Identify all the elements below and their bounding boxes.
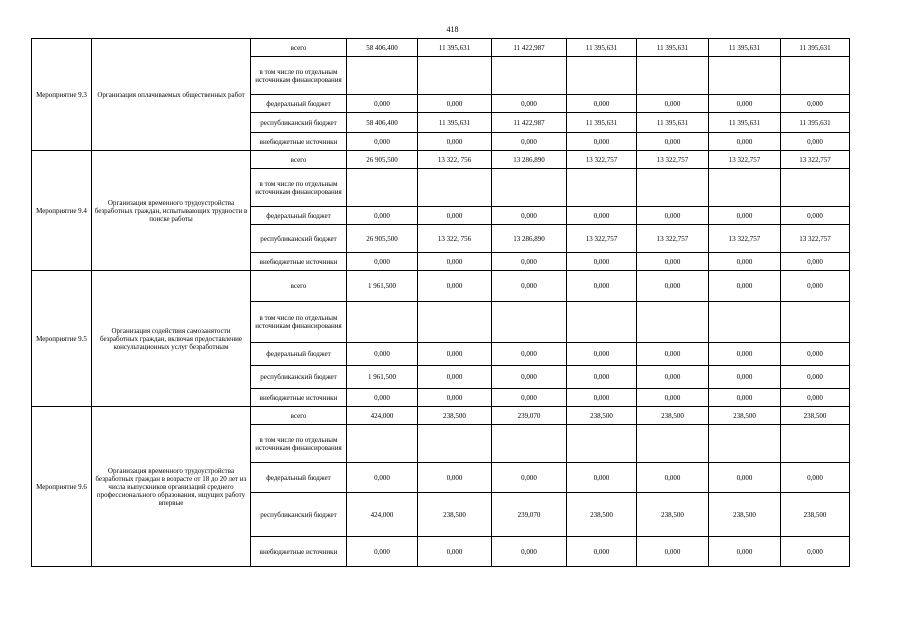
amount-cell: 0,000 xyxy=(567,463,637,493)
funding-source: республиканский бюджет xyxy=(251,366,347,389)
measure-name: Мероприятие 9.4 xyxy=(32,151,92,271)
amount-cell: 238,500 xyxy=(637,493,709,537)
amount-cell: 0,000 xyxy=(709,207,781,225)
amount-cell: 11 395,631 xyxy=(637,113,709,133)
amount-cell: 0,000 xyxy=(637,207,709,225)
funding-source: федеральный бюджет xyxy=(251,463,347,493)
amount-cell: 1 961,500 xyxy=(347,366,418,389)
amount-cell: 11 395,631 xyxy=(567,39,637,57)
measure-name: Мероприятие 9.5 xyxy=(32,271,92,407)
amount-cell xyxy=(781,57,850,95)
amount-cell: 0,000 xyxy=(637,133,709,151)
amount-cell: 0,000 xyxy=(567,537,637,567)
page-number: 418 xyxy=(446,25,459,34)
funding-source: внебюджетные источники xyxy=(251,537,347,567)
amount-cell xyxy=(637,169,709,207)
amount-cell: 0,000 xyxy=(567,366,637,389)
measure-description: Организация временного трудоустройства безработных граждан в возрасте от 18 до 20 лет из числа выпускников организаций среднего профессионального образования, ищущих работу впервые xyxy=(92,407,251,567)
amount-cell: 58 406,400 xyxy=(347,39,418,57)
measure-description: Организация содействия самозанятости безработных граждан, включая предоставление консультационных услуг безработным xyxy=(92,271,251,407)
amount-cell: 0,000 xyxy=(567,343,637,366)
amount-cell: 239,070 xyxy=(492,493,567,537)
funding-source: республиканский бюджет xyxy=(251,113,347,133)
amount-cell: 238,500 xyxy=(567,407,637,425)
amount-cell: 0,000 xyxy=(347,537,418,567)
amount-cell: 424,000 xyxy=(347,407,418,425)
amount-cell: 0,000 xyxy=(492,463,567,493)
amount-cell xyxy=(709,302,781,343)
amount-cell xyxy=(347,57,418,95)
amount-cell: 13 286,890 xyxy=(492,151,567,169)
amount-cell: 0,000 xyxy=(781,343,850,366)
amount-cell: 239,070 xyxy=(492,407,567,425)
amount-cell: 13 322, 756 xyxy=(418,151,492,169)
amount-cell: 0,000 xyxy=(492,366,567,389)
table-body xyxy=(32,39,850,567)
funding-source: федеральный бюджет xyxy=(251,343,347,366)
measure-name: Мероприятие 9.3 xyxy=(32,39,92,151)
amount-cell: 238,500 xyxy=(418,493,492,537)
amount-cell: 13 322,757 xyxy=(781,151,850,169)
amount-cell xyxy=(709,57,781,95)
amount-cell: 0,000 xyxy=(567,253,637,271)
amount-cell: 13 322, 756 xyxy=(418,225,492,253)
amount-cell: 0,000 xyxy=(709,133,781,151)
amount-cell: 0,000 xyxy=(492,389,567,407)
amount-cell xyxy=(637,425,709,463)
amount-cell: 0,000 xyxy=(492,271,567,302)
amount-cell: 11 395,631 xyxy=(418,113,492,133)
amount-cell: 11 422,987 xyxy=(492,39,567,57)
amount-cell: 26 905,500 xyxy=(347,151,418,169)
amount-cell: 0,000 xyxy=(781,271,850,302)
amount-cell: 0,000 xyxy=(492,253,567,271)
amount-cell: 0,000 xyxy=(347,253,418,271)
amount-cell: 0,000 xyxy=(781,463,850,493)
amount-cell: 0,000 xyxy=(781,537,850,567)
amount-cell: 0,000 xyxy=(709,343,781,366)
amount-cell xyxy=(781,169,850,207)
amount-cell: 0,000 xyxy=(709,537,781,567)
funding-source: внебюджетные источники xyxy=(251,133,347,151)
amount-cell: 0,000 xyxy=(781,95,850,113)
amount-cell: 0,000 xyxy=(637,366,709,389)
amount-cell: 13 322,757 xyxy=(637,225,709,253)
amount-cell: 0,000 xyxy=(567,389,637,407)
amount-cell xyxy=(418,169,492,207)
amount-cell xyxy=(567,169,637,207)
measure-description: Организация оплачиваемых общественных работ xyxy=(92,39,251,151)
amount-cell: 13 322,757 xyxy=(567,225,637,253)
amount-cell: 11 395,631 xyxy=(709,39,781,57)
amount-cell: 11 395,631 xyxy=(781,39,850,57)
amount-cell: 0,000 xyxy=(781,207,850,225)
amount-cell: 424,000 xyxy=(347,493,418,537)
amount-cell: 0,000 xyxy=(418,271,492,302)
amount-cell: 0,000 xyxy=(637,253,709,271)
amount-cell: 58 406,400 xyxy=(347,113,418,133)
amount-cell xyxy=(567,302,637,343)
table-row xyxy=(32,271,850,302)
amount-cell: 0,000 xyxy=(567,133,637,151)
funding-source: федеральный бюджет xyxy=(251,207,347,225)
amount-cell: 0,000 xyxy=(567,95,637,113)
amount-cell: 13 322,757 xyxy=(709,225,781,253)
amount-cell: 0,000 xyxy=(347,463,418,493)
amount-cell: 0,000 xyxy=(567,271,637,302)
amount-cell xyxy=(709,425,781,463)
amount-cell: 0,000 xyxy=(637,463,709,493)
amount-cell xyxy=(347,169,418,207)
amount-cell xyxy=(492,302,567,343)
amount-cell: 0,000 xyxy=(492,133,567,151)
amount-cell: 13 322,757 xyxy=(781,225,850,253)
amount-cell: 0,000 xyxy=(347,343,418,366)
amount-cell: 11 395,631 xyxy=(418,39,492,57)
amount-cell: 0,000 xyxy=(709,463,781,493)
amount-cell: 0,000 xyxy=(709,95,781,113)
amount-cell: 13 322,757 xyxy=(709,151,781,169)
funding-table xyxy=(31,38,850,567)
measure-name: Мероприятие 9.6 xyxy=(32,407,92,567)
amount-cell: 0,000 xyxy=(567,207,637,225)
amount-cell: 11 395,631 xyxy=(637,39,709,57)
amount-cell: 0,000 xyxy=(781,389,850,407)
amount-cell: 238,500 xyxy=(637,407,709,425)
table-row xyxy=(32,151,850,169)
table-row xyxy=(32,407,850,425)
amount-cell xyxy=(492,169,567,207)
amount-cell: 238,500 xyxy=(418,407,492,425)
amount-cell: 0,000 xyxy=(709,389,781,407)
funding-source: в том числе по отдельным источникам финансирования xyxy=(251,169,347,207)
amount-cell xyxy=(492,57,567,95)
amount-cell: 0,000 xyxy=(781,366,850,389)
table-row xyxy=(32,39,850,57)
amount-cell: 238,500 xyxy=(567,493,637,537)
amount-cell: 0,000 xyxy=(637,389,709,407)
amount-cell xyxy=(709,169,781,207)
amount-cell: 0,000 xyxy=(637,95,709,113)
funding-source: всего xyxy=(251,407,347,425)
amount-cell: 0,000 xyxy=(347,389,418,407)
amount-cell: 11 395,631 xyxy=(781,113,850,133)
amount-cell xyxy=(418,302,492,343)
amount-cell: 11 422,987 xyxy=(492,113,567,133)
amount-cell: 0,000 xyxy=(709,253,781,271)
amount-cell: 0,000 xyxy=(492,537,567,567)
amount-cell: 26 905,500 xyxy=(347,225,418,253)
amount-cell xyxy=(347,302,418,343)
funding-source: внебюджетные источники xyxy=(251,389,347,407)
amount-cell xyxy=(347,425,418,463)
amount-cell: 0,000 xyxy=(418,463,492,493)
amount-cell: 0,000 xyxy=(637,537,709,567)
amount-cell: 0,000 xyxy=(347,207,418,225)
measure-description: Организация временного трудоустройства безработных граждан, испытывающих трудности в поиске работы xyxy=(92,151,251,271)
amount-cell xyxy=(637,302,709,343)
amount-cell xyxy=(492,425,567,463)
amount-cell: 0,000 xyxy=(709,366,781,389)
amount-cell xyxy=(637,57,709,95)
funding-source: в том числе по отдельным источникам финансирования xyxy=(251,302,347,343)
amount-cell: 11 395,631 xyxy=(567,113,637,133)
funding-source: федеральный бюджет xyxy=(251,95,347,113)
amount-cell: 0,000 xyxy=(418,537,492,567)
funding-source: всего xyxy=(251,271,347,302)
amount-cell: 0,000 xyxy=(637,343,709,366)
amount-cell: 13 322,757 xyxy=(637,151,709,169)
amount-cell: 0,000 xyxy=(492,343,567,366)
amount-cell: 0,000 xyxy=(418,95,492,113)
amount-cell xyxy=(781,425,850,463)
funding-source: республиканский бюджет xyxy=(251,493,347,537)
funding-source: всего xyxy=(251,151,347,169)
amount-cell: 0,000 xyxy=(709,271,781,302)
amount-cell: 238,500 xyxy=(781,493,850,537)
amount-cell: 0,000 xyxy=(492,95,567,113)
funding-source: республиканский бюджет xyxy=(251,225,347,253)
funding-source: внебюджетные источники xyxy=(251,253,347,271)
amount-cell: 0,000 xyxy=(781,133,850,151)
funding-source: в том числе по отдельным источникам финансирования xyxy=(251,57,347,95)
amount-cell: 0,000 xyxy=(637,271,709,302)
amount-cell xyxy=(567,425,637,463)
amount-cell: 238,500 xyxy=(709,407,781,425)
amount-cell: 238,500 xyxy=(709,493,781,537)
amount-cell: 0,000 xyxy=(347,95,418,113)
amount-cell: 13 286,890 xyxy=(492,225,567,253)
amount-cell: 0,000 xyxy=(781,253,850,271)
amount-cell xyxy=(567,57,637,95)
amount-cell: 0,000 xyxy=(347,133,418,151)
amount-cell xyxy=(418,425,492,463)
amount-cell: 0,000 xyxy=(418,133,492,151)
funding-source: всего xyxy=(251,39,347,57)
amount-cell: 0,000 xyxy=(418,389,492,407)
amount-cell xyxy=(781,302,850,343)
amount-cell: 0,000 xyxy=(418,253,492,271)
amount-cell: 0,000 xyxy=(418,366,492,389)
amount-cell xyxy=(418,57,492,95)
amount-cell: 13 322,757 xyxy=(567,151,637,169)
amount-cell: 0,000 xyxy=(492,207,567,225)
amount-cell: 238,500 xyxy=(781,407,850,425)
amount-cell: 11 395,631 xyxy=(709,113,781,133)
amount-cell: 1 961,500 xyxy=(347,271,418,302)
amount-cell: 0,000 xyxy=(418,207,492,225)
amount-cell: 0,000 xyxy=(418,343,492,366)
funding-source: в том числе по отдельным источникам финансирования xyxy=(251,425,347,463)
